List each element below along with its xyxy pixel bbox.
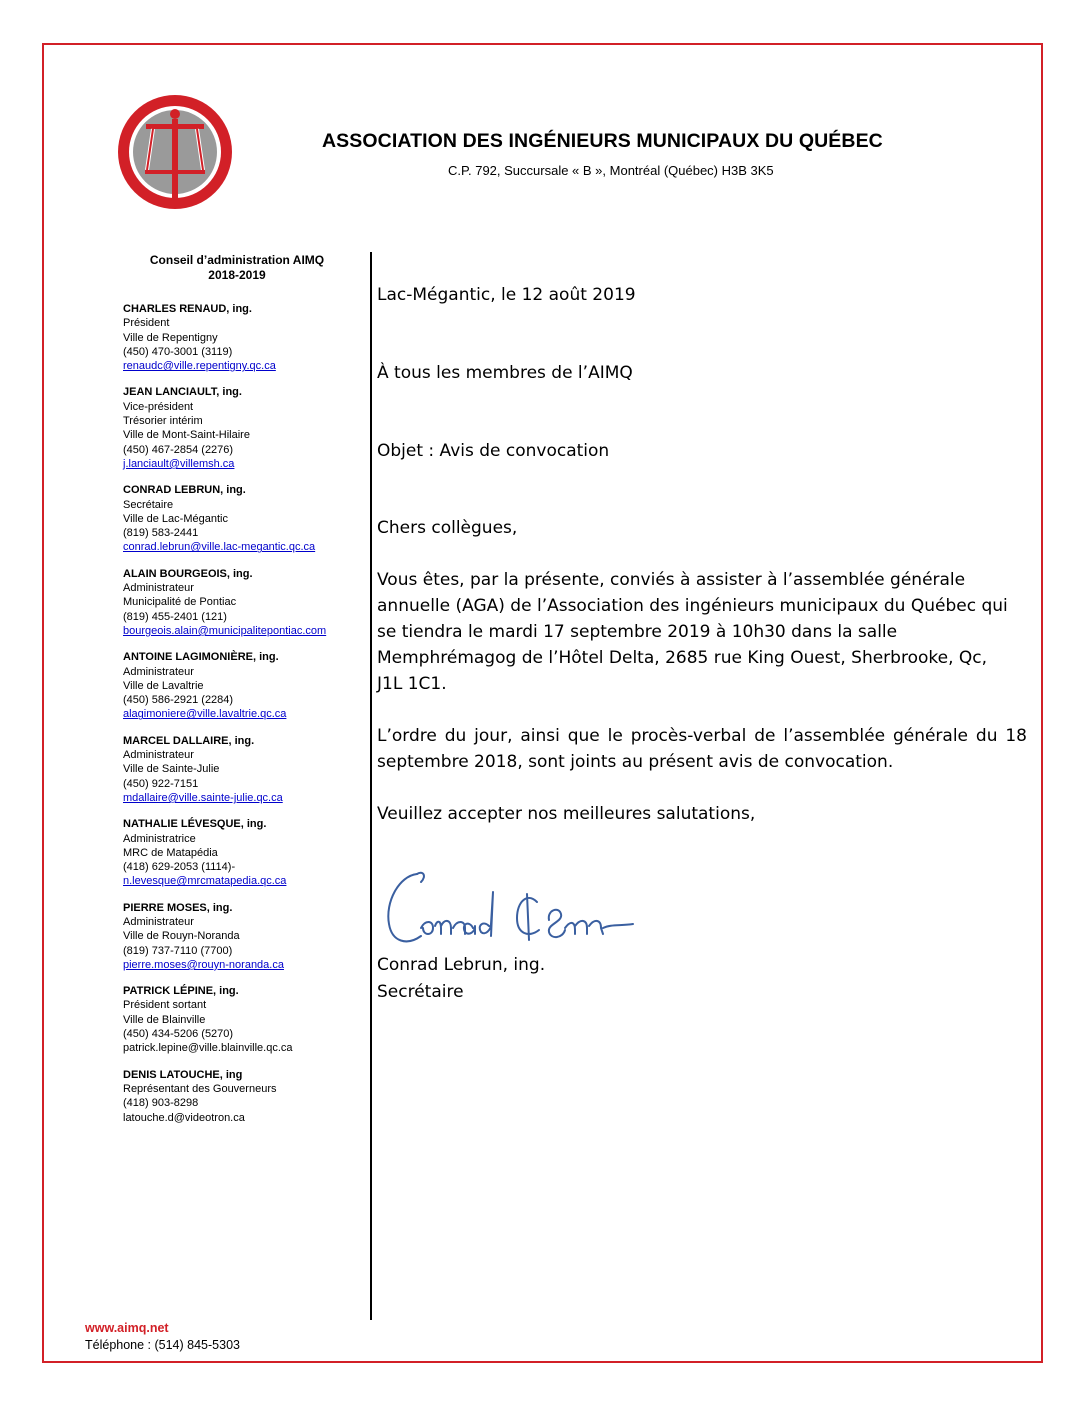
member-phone: (450) 586-2921 (2284) bbox=[123, 694, 234, 707]
member-organization: Ville de Rouyn-Noranda bbox=[123, 930, 240, 943]
member-name: PATRICK LÉPINE, ing. bbox=[123, 985, 239, 998]
member-role: Administrateur bbox=[123, 915, 194, 928]
letter-paragraph-convocation bbox=[377, 567, 1027, 697]
member-phone: (450) 467-2854 (2276) bbox=[123, 443, 234, 456]
member-email-link[interactable]: conrad.lebrun@ville.lac-megantic.qc.ca bbox=[123, 541, 316, 554]
board-member bbox=[123, 567, 368, 638]
paragraph-line: se tiendra le mardi 17 septembre 2019 à 10h30 dans la salle bbox=[377, 622, 898, 642]
member-name: JEAN LANCIAULT, ing. bbox=[123, 386, 242, 399]
aimq-logo bbox=[115, 92, 235, 212]
member-role: Président sortant bbox=[123, 999, 207, 1012]
member-email-link[interactable]: alagimoniere@ville.lavaltrie.qc.ca bbox=[123, 708, 287, 721]
member-email-link[interactable]: renaudc@ville.repentigny.qc.ca bbox=[123, 360, 276, 373]
member-name: DENIS LATOUCHE, ing bbox=[123, 1068, 243, 1081]
member-phone: (450) 434-5206 (5270) bbox=[123, 1028, 234, 1041]
column-divider bbox=[370, 252, 372, 1320]
letter-recipient: À tous les membres de l’AIMQ bbox=[377, 363, 633, 383]
signer-title: Secrétaire bbox=[377, 982, 464, 1002]
member-name: CONRAD LEBRUN, ing. bbox=[123, 484, 246, 497]
member-role: Secrétaire bbox=[123, 498, 174, 511]
organization-name: ASSOCIATION DES INGÉNIEURS MUNICIPAUX DU QUÉBEC bbox=[322, 130, 883, 152]
member-email: patrick.lepine@ville.blainville.qc.ca bbox=[123, 1042, 293, 1055]
board-title-years: 2018-2019 bbox=[208, 268, 266, 282]
paragraph-line: J1L 1C1. bbox=[377, 674, 447, 694]
member-role: Vice-président bbox=[123, 400, 194, 413]
member-phone: (450) 922-7151 bbox=[123, 777, 199, 790]
member-role-secondary: Trésorier intérim bbox=[123, 415, 203, 428]
member-organization: Ville de Repentigny bbox=[123, 331, 218, 344]
board-member bbox=[123, 483, 368, 554]
letter-closing: Veuillez accepter nos meilleures salutations, bbox=[377, 804, 756, 824]
board-title bbox=[112, 253, 362, 283]
board-member bbox=[123, 302, 368, 373]
member-organization: Ville de Sainte-Julie bbox=[123, 763, 220, 776]
board-member bbox=[123, 734, 368, 805]
member-organization: Municipalité de Pontiac bbox=[123, 596, 237, 609]
website-link[interactable]: www.aimq.net bbox=[85, 1321, 169, 1335]
member-role: Administratrice bbox=[123, 832, 196, 845]
member-email-link[interactable]: bourgeois.alain@municipalitepontiac.com bbox=[123, 624, 327, 637]
paragraph-line: Vous êtes, par la présente, conviés à assister à l’assemblée générale bbox=[377, 570, 966, 590]
member-organization: Ville de Mont-Saint-Hilaire bbox=[123, 429, 250, 442]
member-email-link[interactable]: n.levesque@mrcmatapedia.qc.ca bbox=[123, 875, 287, 888]
member-name: CHARLES RENAUD, ing. bbox=[123, 303, 252, 315]
organization-address: C.P. 792, Succursale « B », Montréal (Québec) H3B 3K5 bbox=[448, 163, 774, 178]
paragraph-line: annuelle (AGA) de l’Association des ingénieurs municipaux du Québec qui bbox=[377, 596, 1008, 616]
member-email: latouche.d@videotron.ca bbox=[123, 1111, 245, 1124]
member-email-link[interactable]: mdallaire@ville.sainte-julie.qc.ca bbox=[123, 791, 283, 804]
member-phone: (450) 470-3001 (3119) bbox=[123, 345, 233, 358]
member-role: Représentant des Gouverneurs bbox=[123, 1082, 277, 1095]
member-email-link[interactable]: pierre.moses@rouyn-noranda.ca bbox=[123, 958, 284, 971]
member-organization: Ville de Lavaltrie bbox=[123, 679, 204, 692]
board-members-list bbox=[123, 302, 368, 1137]
member-organization: MRC de Matapédia bbox=[123, 846, 218, 859]
member-name: PIERRE MOSES, ing. bbox=[123, 901, 233, 914]
member-organization: Ville de Blainville bbox=[123, 1013, 206, 1026]
board-member bbox=[123, 1068, 368, 1125]
member-phone: (819) 737-7110 (7700) bbox=[123, 944, 233, 957]
member-phone: (819) 583-2441 bbox=[123, 527, 199, 540]
member-role: Président bbox=[123, 317, 170, 330]
letter-subject: Objet : Avis de convocation bbox=[377, 441, 610, 461]
member-role: Administrateur bbox=[123, 582, 194, 595]
member-organization: Ville de Lac-Mégantic bbox=[123, 512, 228, 525]
member-email-link[interactable]: j.lanciault@villemsh.ca bbox=[123, 457, 235, 470]
board-member bbox=[123, 901, 368, 972]
member-name: ANTOINE LAGIMONIÈRE, ing. bbox=[123, 651, 279, 664]
member-name: MARCEL DALLAIRE, ing. bbox=[123, 734, 255, 747]
board-member bbox=[123, 984, 368, 1055]
member-role: Administrateur bbox=[123, 749, 194, 762]
handwritten-signature bbox=[377, 862, 647, 954]
member-name: ALAIN BOURGEOIS, ing. bbox=[123, 567, 253, 580]
letter-paragraph-agenda: L’ordre du jour, ainsi que le procès-verbal de l’assemblée générale du 18 septembre 2018, sont joints au présent avis de convocation. bbox=[377, 726, 1027, 772]
member-phone: (418) 629-2053 (1114)- bbox=[123, 861, 236, 874]
board-title-line: Conseil d’administration AIMQ bbox=[149, 253, 325, 267]
paragraph-line: Memphrémagog de l’Hôtel Delta, 2685 rue King Ouest, Sherbrooke, Qc, bbox=[377, 648, 988, 668]
member-phone: (418) 903-8298 bbox=[123, 1097, 199, 1110]
footer-phone: Téléphone : (514) 845-5303 bbox=[85, 1338, 240, 1352]
board-member bbox=[123, 817, 368, 888]
letter-date: Lac-Mégantic, le 12 août 2019 bbox=[377, 285, 636, 305]
letter-greeting: Chers collègues, bbox=[377, 518, 518, 538]
member-phone: (819) 455-2401 (121) bbox=[123, 610, 227, 623]
board-member bbox=[123, 385, 368, 471]
member-role: Administrateur bbox=[123, 665, 194, 678]
member-name: NATHALIE LÉVESQUE, ing. bbox=[123, 818, 267, 831]
signer-name: Conrad Lebrun, ing. bbox=[377, 955, 546, 975]
board-member bbox=[123, 650, 368, 721]
